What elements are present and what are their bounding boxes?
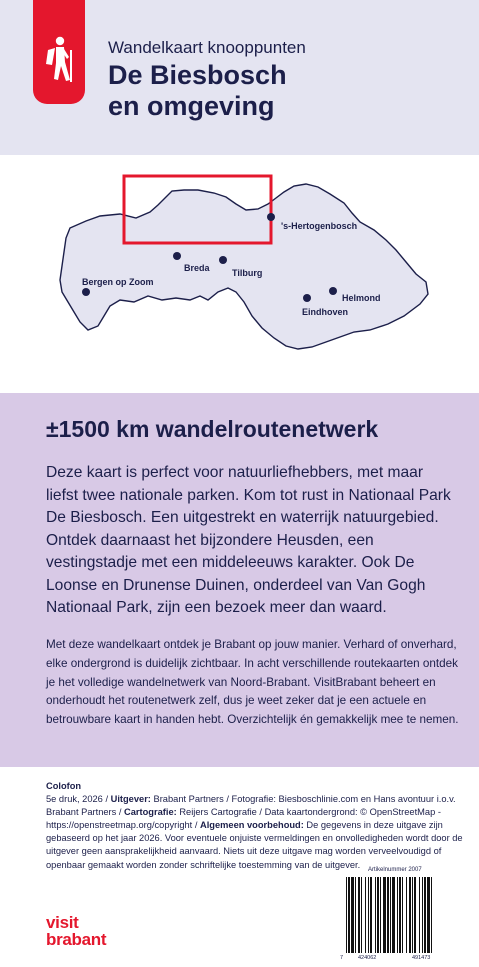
- barcode-bar: [399, 877, 401, 953]
- barcode-bar: [431, 877, 432, 953]
- barcode-digit-first: 7: [340, 955, 344, 961]
- barcode-bar: [383, 877, 386, 953]
- barcode: [346, 877, 460, 955]
- barcode-bar: [380, 877, 381, 953]
- map-series-label: Wandelkaart knooppunten: [108, 38, 306, 57]
- barcode-bar: [377, 877, 379, 953]
- barcode-bar: [397, 877, 398, 953]
- barcode-bar: [355, 877, 356, 953]
- barcode-bar: [346, 877, 347, 953]
- visit-brabant-logo: [46, 914, 106, 948]
- network-length-heading: ±1500 km wandelroutenetwerk: [46, 416, 379, 442]
- barcode-bar: [351, 877, 354, 953]
- colofon-cartography-label: Cartografie:: [124, 807, 177, 818]
- colofon-publisher-label: Uitgever:: [110, 794, 151, 805]
- city-label-hertogenbosch: 's-Hertogenbosch: [281, 221, 358, 231]
- barcode-bar: [361, 877, 362, 953]
- colofon-disclaimer: De gegevens in deze uitgave zijn gebaseerd op het jaar 2026. Voor eventuele onjuiste vermeldingen en onvolledigheden wordt door de uitgever geen aansprakelijkheid aanvaard. Niets uit deze uitgave mag worden verveelvoudigd of openbaar gemaakt worden zonder schriftelijke toestemming van de uitgever.: [46, 820, 463, 870]
- barcode-bar: [390, 877, 391, 953]
- city-dot: [173, 252, 181, 260]
- barcode-bar: [375, 877, 376, 953]
- noord-brabant-region-shape: [60, 184, 428, 349]
- barcode-bar: [368, 877, 369, 953]
- city-label-bergen-op-zoom: Bergen op Zoom: [82, 277, 154, 287]
- city-dot: [82, 288, 90, 296]
- colofon-publisher: Brabant Partners / Fotografie: Biesboschlinie.com en Hans avontuur i.o.v. Brabant Partners /: [46, 794, 456, 818]
- barcode-bar: [348, 877, 350, 953]
- barcode-bar: [392, 877, 395, 953]
- city-label-helmond: Helmond: [342, 293, 381, 303]
- title-line: en omgeving: [108, 91, 275, 121]
- body-paragraph: Met deze wandelkaart ontdek je Brabant op jouw manier. Verhard of onverhard, elke ondergrond is duidelijk zichtbaar. In acht verschillende routekaarten ontdek je het volledige wandelnetwerk van Noord-Brabant. VisitBrabant beheert en onderhoudt het routenetwerk zelf, dus je weet zeker dat je een actuele en betrouwbare kaart in handen hebt. Overzichtelijk én gemakkelijk mee te nemen.: [46, 638, 459, 727]
- city-dot: [267, 213, 275, 221]
- colofon-disclaimer-label: Algemeen voorbehoud:: [200, 820, 304, 831]
- barcode-bar: [402, 877, 403, 953]
- barcode-bar: [387, 877, 389, 953]
- barcode-bar: [419, 877, 420, 953]
- barcode-bar: [412, 877, 413, 953]
- city-label-breda: Breda: [184, 263, 210, 273]
- city-label-eindhoven: Eindhoven: [302, 307, 349, 317]
- category-badge: [33, 0, 85, 104]
- page-title: [108, 60, 287, 122]
- barcode-bar: [370, 877, 372, 953]
- barcode-bar: [414, 877, 416, 953]
- colofon-heading: Colofon: [46, 781, 82, 791]
- barcode-bar: [427, 877, 430, 953]
- logo-line: visit: [46, 913, 79, 932]
- barcode-bar: [424, 877, 426, 953]
- barcode-bar: [406, 877, 407, 953]
- barcode-bar: [358, 877, 360, 953]
- city-dot: [303, 294, 311, 302]
- logo-line: brabant: [46, 930, 107, 949]
- city-dot: [219, 256, 227, 264]
- city-label-tilburg: Tilburg: [232, 268, 263, 278]
- barcode-digits-right: 491473: [412, 955, 431, 961]
- intro-paragraph: Deze kaart is perfect voor natuurliefhebbers, met maar liefst twee nationale parken. Kom tot rust in Nationaal Park De Biesbosch. Een uitgestrekt en waterrijk natuurgebied. Ontdek daarnaast het bijzondere Heusden, een vestingstadje met een middeleeuws karakter. Ook De Loonse en Drunense Duinen, onderdeel van Van Gogh Nationaal Park, zijn een bezoek meer dan waard.: [46, 464, 451, 616]
- title-line: De Biesbosch: [108, 60, 287, 90]
- colofon-block: [46, 780, 466, 872]
- barcode-bar: [422, 877, 423, 953]
- barcode-digits-left: 424062: [358, 955, 377, 961]
- colofon-cartography: Reijers Cartografie / Data kaartondergrond: © OpenStreetMap - https://openstreetmap.org/copyright /: [46, 807, 441, 831]
- city-dot: [329, 287, 337, 295]
- article-number: Artikelnummer 2007: [368, 867, 422, 873]
- barcode-bar: [409, 877, 411, 953]
- region-map: [0, 155, 479, 393]
- colofon-edition: 5e druk, 2026 /: [46, 794, 111, 805]
- barcode-bar: [365, 877, 366, 953]
- hiker-icon: [42, 36, 76, 84]
